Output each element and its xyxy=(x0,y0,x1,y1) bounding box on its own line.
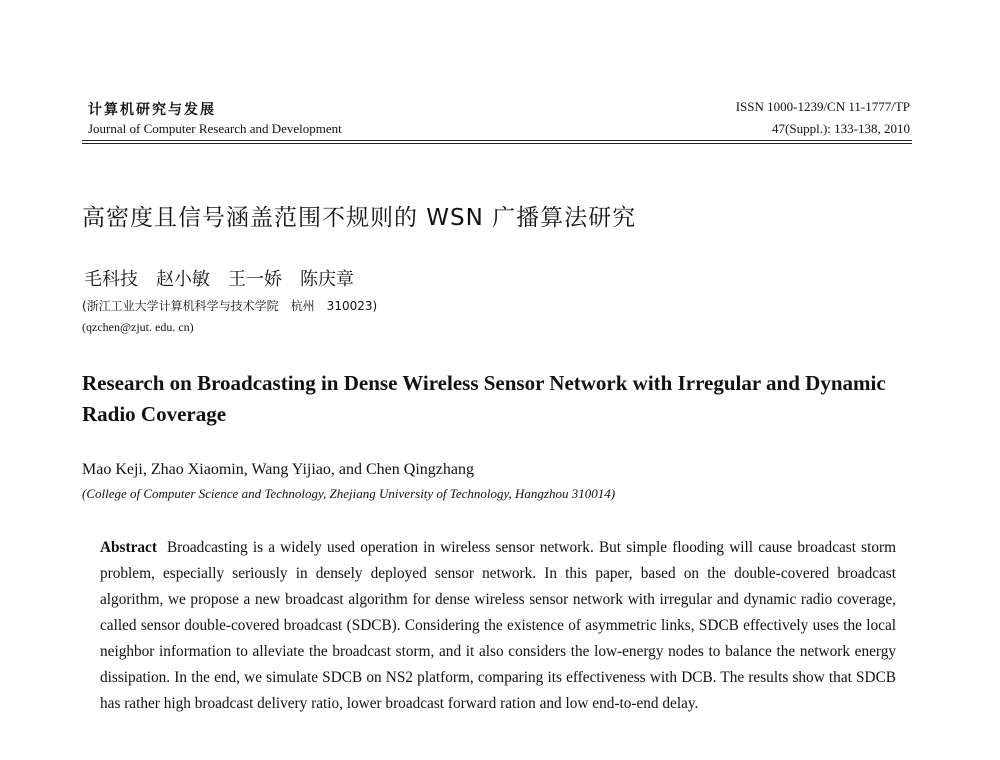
header-rule-top xyxy=(82,140,912,141)
header-rule-bottom xyxy=(82,143,912,144)
paper-title-en: Research on Broadcasting in Dense Wireless Sensor Network with Irregular and Dynamic Radio Coverage xyxy=(82,371,886,426)
author-email: (qzchen@zjut. edu. cn) xyxy=(82,320,194,334)
authors-en: Mao Keji, Zhao Xiaomin, Wang Yijiao, and Chen Qingzhang xyxy=(82,461,474,478)
issue-line: 47(Suppl.): 133-138, 2010 xyxy=(772,121,910,136)
affiliation-en: (College of Computer Science and Technology, Zhejiang University of Technology, Hangzhou 310014) xyxy=(82,486,616,501)
journal-title-en: Journal of Computer Research and Development xyxy=(88,121,342,136)
authors-cn: 毛科技 赵小敏 王一娇 陈庆章 xyxy=(84,269,354,290)
abstract-label: Abstract xyxy=(100,539,157,556)
journal-title-cn: 计算机研究与发展 xyxy=(88,103,216,118)
abstract xyxy=(100,535,896,717)
affiliation-cn: (浙江工业大学计算机科学与技术学院 杭州 310023) xyxy=(82,299,378,313)
issn-line: ISSN 1000-1239/CN 11-1777/TP xyxy=(735,99,910,114)
paper-title-cn: 高密度且信号涵盖范围不规则的 WSN 广播算法研究 xyxy=(82,205,637,231)
abstract-text: Broadcasting is a widely used operation in wireless sensor network. But simple flooding will cause broadcast storm problem, especially seriously in densely deployed sensor network. In this paper, based on the double-covered broadcast algorithm, we propose a new broadcast algorithm for dense wireless sensor network with irregular and dynamic radio coverage, called sensor double-covered broadcast (SDCB). Considering the existence of asymmetric links, SDCB effectively uses the local neighbor information to alleviate the broadcast storm, and it also considers the low-energy nodes to balance the network energy dissipation. In the end, we simulate SDCB on NS2 platform, comparing its effectiveness with DCB. The results show that SDCB has rather high broadcast delivery ratio, lower broadcast forward ration and low end-to-end delay. xyxy=(100,539,896,712)
